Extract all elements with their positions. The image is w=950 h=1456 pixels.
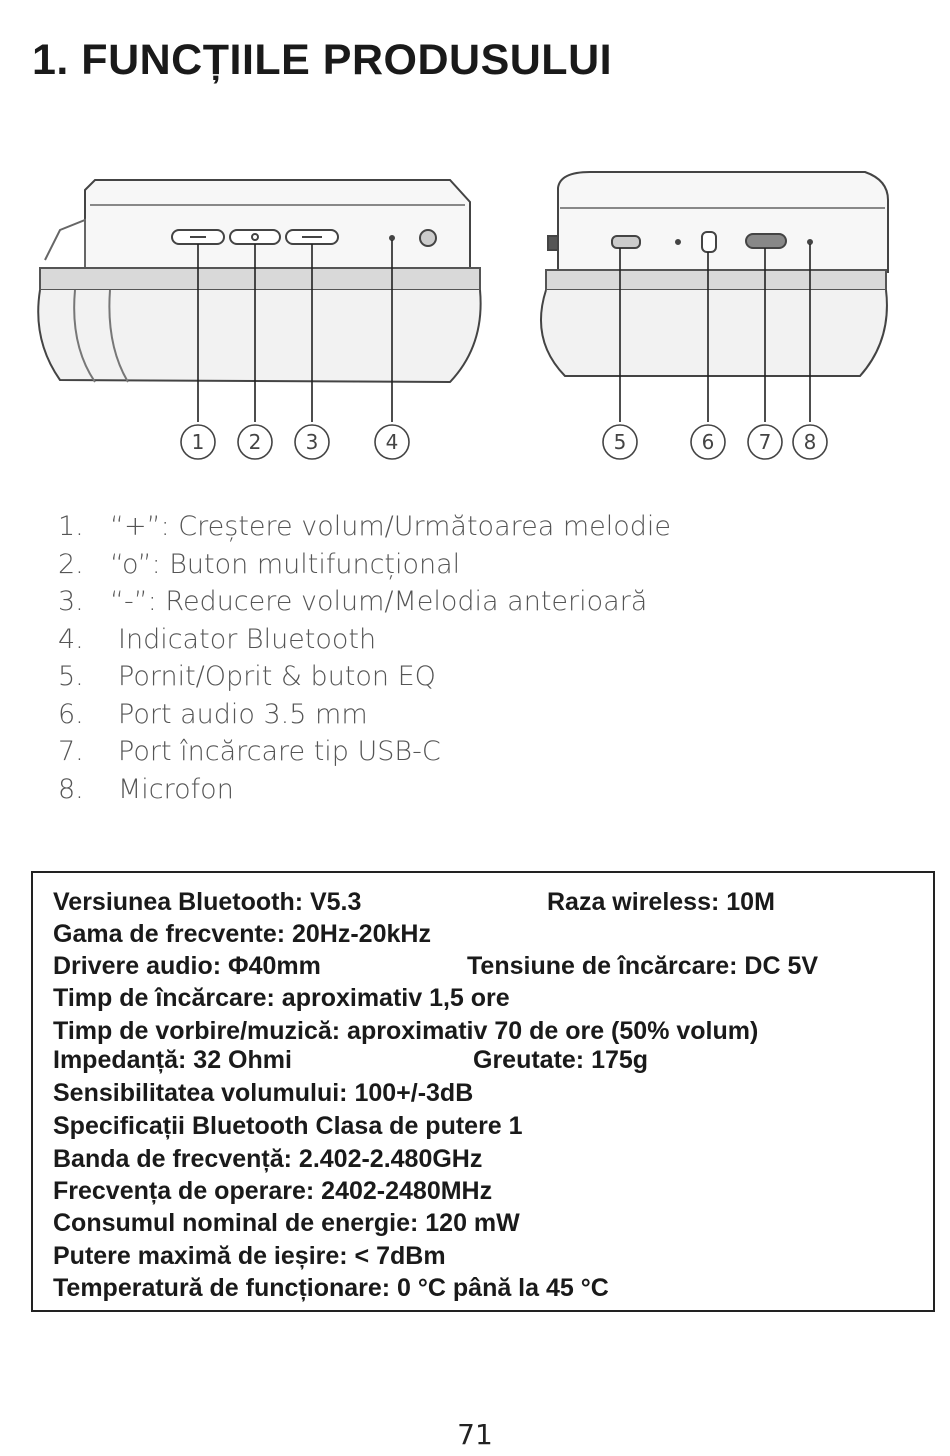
page-title: 1. FUNCȚIILE PRODUSULUI [32, 36, 613, 84]
list-item: 2. “o”: Buton multifuncțional [58, 548, 461, 580]
callout-1: 1 [191, 430, 205, 454]
callout-5: 5 [613, 430, 627, 454]
spec-freq-band: Banda de frecvență: 2.402-2.480GHz [53, 1145, 483, 1173]
list-item: 4. Indicator Bluetooth [58, 623, 377, 655]
spec-charge-voltage: Tensiune de încărcare: DC 5V [467, 952, 819, 980]
spec-wireless-range: Raza wireless: 10M [547, 888, 775, 916]
callout-8: 8 [803, 430, 817, 454]
spec-power-consumption: Consumul nominal de energie: 120 mW [53, 1209, 520, 1237]
spec-row [53, 1045, 649, 1075]
callout-7: 7 [758, 430, 772, 454]
page-number: 71 [457, 1418, 493, 1451]
spec-bt-class: Specificații Bluetooth Clasa de putere 1 [53, 1112, 523, 1140]
list-item: 5. Pornit/Oprit & buton EQ [58, 661, 436, 692]
spec-drivers: Drivere audio: Φ40mm [53, 952, 321, 980]
headphones-diagram [30, 150, 890, 480]
callout-3: 3 [305, 430, 319, 454]
spec-bt-version: Versiunea Bluetooth: V5.3 [53, 888, 362, 916]
spec-op-freq: Frecvența de operare: 2402-2480MHz [53, 1177, 493, 1205]
list-item: 1. “+”: Creștere volum/Următoarea melodie [58, 511, 672, 542]
spec-play-time: Timp de vorbire/muzică: aproximativ 70 de ore (50% volum) [53, 1017, 759, 1045]
callout-6: 6 [701, 430, 715, 454]
callout-4: 4 [385, 430, 399, 454]
spec-weight: Greutate: 175g [473, 1046, 649, 1074]
spec-row [53, 887, 775, 917]
callout-2: 2 [248, 430, 262, 454]
list-item: 6. Port audio 3.5 mm [58, 698, 368, 730]
spec-sensitivity: Sensibilitatea volumului: 100+/-3dB [53, 1079, 474, 1107]
spec-freq-range: Gama de frecvente: 20Hz-20kHz [53, 920, 431, 948]
spec-impedance: Impedanță: 32 Ohmi [53, 1046, 292, 1074]
list-item: 3. “-”: Reducere volum/Melodia anterioară [58, 586, 648, 617]
spec-max-output: Putere maximă de ieșire: < 7dBm [53, 1242, 446, 1270]
function-list [58, 508, 671, 808]
spec-charge-time: Timp de încărcare: aproximativ 1,5 ore [53, 984, 510, 1012]
list-item: 8. Microfon [58, 773, 234, 805]
specifications-box [31, 871, 935, 1312]
list-item: 7. Port încărcare tip USB-C [58, 736, 441, 767]
spec-op-temp: Temperatură de funcționare: 0 °C până la 45 °C [53, 1274, 609, 1302]
spec-row [53, 951, 819, 981]
